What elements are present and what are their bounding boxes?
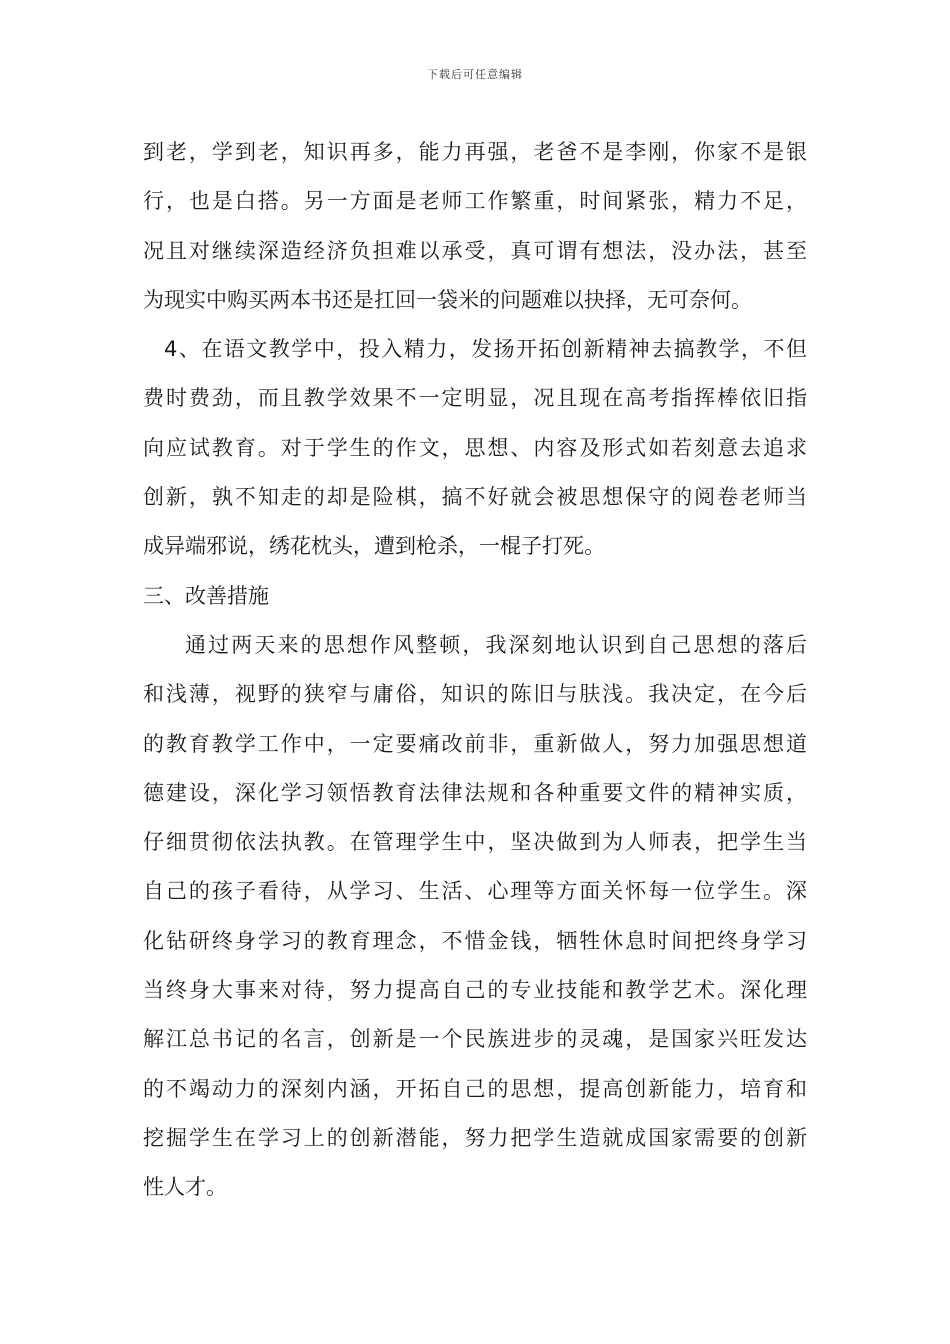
text-line: 的教育教学工作中，一定要痛改前非，重新做人，努力加强思想道 [143,731,807,756]
paragraph-improvement-measures [143,621,807,1213]
text-line: 况且对继续深造经济负担难以承受，真可谓有想法，没办法，甚至 [143,238,807,263]
section-heading [143,572,807,621]
text-line: 化钻研终身学习的教育理念，不惜金钱，牺牲休息时间把终身学习 [143,928,807,953]
text-line: 到老，学到老，知识再多，能力再强，老爸不是李刚，你家不是银 [143,140,807,164]
text-line: 通过两天来的思想作风整顿，我深刻地认识到自己思想的落后 [185,632,807,657]
text-line: 自己的孩子看待，从学习、生活、心理等方面关怀每一位学生。深 [143,879,807,904]
paragraph-item-4 [143,325,807,571]
text-line: 费时费劲，而且教学效果不一定明显，况且现在高考指挥棒依旧指 [143,386,807,411]
text-line: 性人才。 [143,1175,227,1200]
text-line: 向应试教育。对于学生的作文，思想、内容及形式如若刻意去追求 [143,435,807,460]
text-line: 挖掘学生在学习上的创新潜能，努力把学生造就成国家需要的创新 [143,1125,807,1150]
document-body [143,128,807,1213]
paragraph-continuation [143,128,807,325]
text-line: 创新，孰不知走的却是险棋，搞不好就会被思想保守的阅卷老师当 [143,485,807,510]
text-line: 为现实中购买两本书还是扛回一袋米的问题难以抉择，无可奈何。 [143,287,752,312]
text-line: 德建设，深化学习领悟教育法律法规和各种重要文件的精神实质， [143,780,807,805]
text-line: 仔细贯彻依法执教。在管理学生中，坚决做到为人师表，把学生当 [143,830,807,855]
text-line: 成异端邪说，绣花枕头，遭到枪杀，一棍子打死。 [143,534,605,559]
header-note: 下载后可任意编辑 [427,68,523,81]
text-line: 4、在语文教学中，投入精力，发扬开拓创新精神去搞教学，不但 [164,337,807,362]
section-heading-text: 三、改善措施 [143,583,269,608]
text-line: 和浅薄，视野的狭窄与庸俗，知识的陈旧与肤浅。我决定，在今后 [143,682,807,707]
text-line: 的不竭动力的深刻内涵，开拓自己的思想，提高创新能力，培育和 [143,1076,807,1101]
text-line: 解江总书记的名言，创新是一个民族进步的灵魂，是国家兴旺发达 [143,1027,807,1052]
text-line: 行，也是白搭。另一方面是老师工作繁重，时间紧张，精力不足， [143,189,807,214]
text-line: 当终身大事来对待，努力提高自己的专业技能和教学艺术。深化理 [143,978,807,1003]
